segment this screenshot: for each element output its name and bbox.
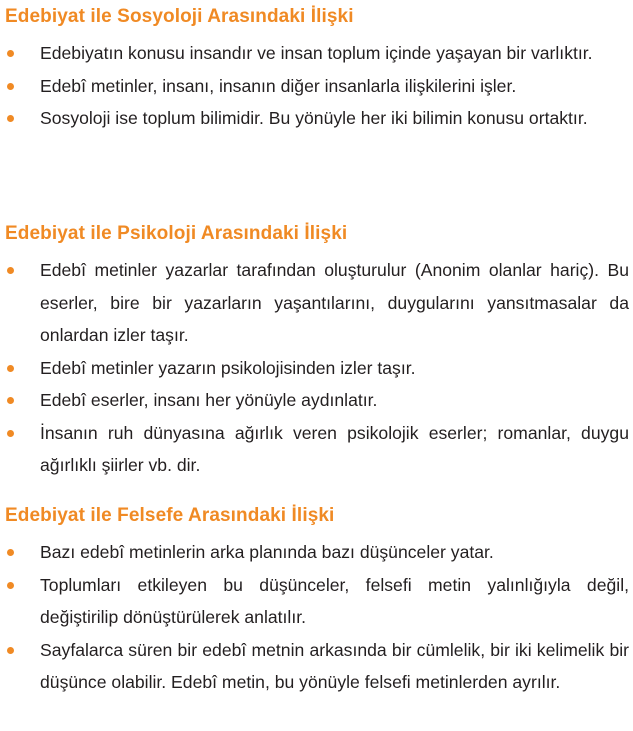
bullet-dot-icon <box>7 397 14 404</box>
bullet-dot-icon <box>7 430 14 437</box>
bullet-dot-icon <box>7 365 14 372</box>
bullet-list <box>0 536 633 699</box>
bullet-dot-icon <box>7 83 14 90</box>
list-item-text: Edebiyatın konusu insandır ve insan toplum içinde yaşayan bir varlıktır. <box>40 43 593 63</box>
list-item <box>0 536 633 569</box>
list-item <box>0 70 633 103</box>
list-item <box>0 634 633 699</box>
section-heading: Edebiyat ile Psikoloji Arasındaki İlişki <box>5 223 348 244</box>
list-item-text: Edebî metinler yazarlar tarafından oluşturulur (Anonim olanlar hariç). Bu eserler, bire bir yazarların yaşantılarını, duygularını yansıtmasalar da onlardan izler taşır. <box>40 260 629 345</box>
section-heading: Edebiyat ile Felsefe Arasındaki İlişki <box>5 505 335 526</box>
list-item <box>0 569 633 634</box>
bullet-dot-icon <box>7 582 14 589</box>
bullet-dot-icon <box>7 50 14 57</box>
bullet-dot-icon <box>7 115 14 122</box>
list-item-text: Edebî metinler, insanı, insanın diğer insanlarla ilişkilerini işler. <box>40 75 517 96</box>
list-item <box>0 102 633 135</box>
list-item-text: Edebî metinler yazarın psikolojisinden izler taşır. <box>40 357 416 378</box>
list-item <box>0 352 633 385</box>
list-item <box>0 254 633 352</box>
bullet-dot-icon <box>7 647 14 654</box>
list-item-text: İnsanın ruh dünyasına ağırlık veren psikolojik eserler; romanlar, duygu ağırlıklı şiirler vb. dir. <box>40 422 629 475</box>
list-item <box>0 37 633 70</box>
list-item-text: Sosyoloji ise toplum bilimidir. Bu yönüyle her iki bilimin konusu ortaktır. <box>40 108 588 128</box>
bullet-list <box>0 37 633 135</box>
section-heading: Edebiyat ile Sosyoloji Arasındaki İlişki <box>5 6 354 27</box>
bullet-list <box>0 254 633 482</box>
list-item <box>0 384 633 417</box>
list-item-text: Edebî eserler, insanı her yönüyle aydınlatır. <box>40 390 378 410</box>
list-item-text: Toplumları etkileyen bu düşünceler, felsefi metin yalınlığıyla değil, değiştirilip dönüştürülerek anlatılır. <box>40 574 629 627</box>
list-item-text: Bazı edebî metinlerin arka planında bazı düşünceler yatar. <box>40 542 494 562</box>
bullet-dot-icon <box>7 267 14 274</box>
list-item <box>0 417 633 482</box>
list-item-text: Sayfalarca süren bir edebî metnin arkasında bir cümlelik, bir iki kelimelik bir düşünce olabilir. Edebî metin, bu yönüyle felsefi metinlerden ayrılır. <box>40 639 629 692</box>
bullet-dot-icon <box>7 549 14 556</box>
